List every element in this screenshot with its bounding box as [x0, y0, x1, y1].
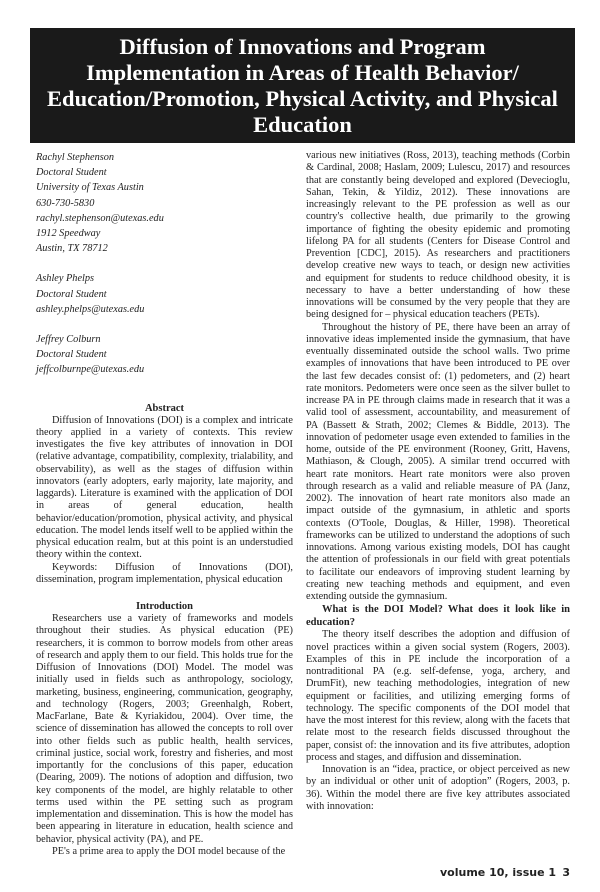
author-role: Doctoral Student	[36, 167, 107, 179]
author-name: Rachyl Stephenson	[36, 152, 115, 163]
intro-paragraph-1: Researchers use a variety of frameworks and models throughout their studies. As physical education (PE) researchers, it is common to borrow models from other areas of research and apply them to our field. This holds true for the Diffusion of Innovations (DOI) Model. The model was initially used in fields such as anthropology, sociology, marketing, business, engineering, communication, geography, and technology (Rogers, 2003; Greenhalgh, Robert, MacFarlane, Bate & Kyriakidou, 2004). Over time, the science of dissemination has allowed the concepts to roll over into other fields such as public health, health services, criminal justice, social work, forestry and fisheries, and most importantly for the conclusions of this paper, education (Dearing, 2009). The notions of adoption and diffusion, two key components of the model, are highly relatable to other terms used within the PE setting such as program implementation and dissemination. This is how the model has been appearing in literature in education, health science and behavior, physical activity (PA), and PE.	[36, 613, 293, 845]
spacer	[36, 393, 293, 402]
intro-paragraph-3: Throughout the history of PE, there have been an array of innovative ideas implemented inside the gymnasium, that have eventually disseminated outside the school walls. Two prime examples of innovations that have been introduced to PE over the last few decades consist of: (1) pedometers, and (2) heart rate monitors. Pedometers were once seen as the silver bullet to increase PA in PE through claims made in research that it was a valid tool of assessment, accountability, and measurement of PA (Bassett & Strath, 2002; Clemes & Biddle, 2013). The innovation of pedometer usage even extended to families in the home, outside of the PE environment (Rooney, Gritt, Havens, Mathiason, & Clough, 2005). A similar trend occurred with heart rate monitors. Heart rate monitors were also proven through research as a valid and reliable measure of PA (Janz, 2002). The innovation of heart rate monitors also made an impact outside of the gymnasium, in athletic and sports contexts (O'Toole, Douglas, & Hiller, 1998). Theoretical frameworks can be utilized to understand the adoptions of such innovations. Among various existing models, DOI has caught the attention of professionals in our field with great potentials to facilitate our endeavors of improving student learning by creating new teaching methods and equipment, and even extending outside the gymnasium.	[306, 321, 570, 602]
paper-title: Diffusion of Innovations and Program Implementation in Areas of Health Behavior/ Education/Promotion, Physical Activity, and Physical Education	[47, 33, 558, 137]
author-3	[36, 332, 293, 378]
columns	[30, 150, 575, 858]
author-affiliation: University of Texas Austin	[36, 182, 144, 194]
doi-paragraph-1: The theory itself describes the adoption and diffusion of novel practices within a given social system (Rogers, 2003). Examples of this in PE include the incorporation of a nontraditional PA (e.g. self-defense, yoga, archery, and DrumFit), new teaching methodologies, integration of new equipment or facilities, and utilizing emerging forms of technology. The specific components of the DOI model that have the most interest for this review, along with the facets that relate most to the research fields discussed throughout the paper, consist of: the innovation and its five attributes, adoption process and stages, and diffusion and dissemination.	[306, 629, 570, 763]
intro-paragraph-2-continued: various new initiatives (Ross, 2013), teaching methods (Corbin & Cardinal, 2008; Haslam, 2009; Lulescu, 2017) and resources that are constantly being developed and explored (Devecioglu, Sahan, Tekin, & Yildiz, 2012). These innovations are increasingly relevant to the PE profession as well as our country's collective health, due primarily to the growing importance of fighting the obesity epidemic and promoting lifelong PA for all students (Centers for Disease Control and Prevention [CDC], 2015). As researchers and practitioners develop creative new ways to teach, or design new activities and equipment for students to reduce childhood obesity, it is necessary to have a better understanding of how these innovations will be consumed by the very people that they are being designed for – physical education teachers (PETs).	[306, 150, 570, 321]
author-city: Austin, TX 78712	[36, 243, 108, 255]
author-role: Doctoral Student	[36, 288, 107, 300]
volume-issue: volume 10, issue 1	[440, 866, 557, 880]
introduction-heading: Introduction	[136, 601, 193, 613]
doi-model-heading: What is the DOI Model? What does it look like in education?	[306, 604, 570, 629]
right-column	[306, 150, 570, 813]
author-2	[36, 271, 293, 317]
abstract-heading: Abstract	[144, 402, 185, 414]
author-email: ashley.phelps@utexas.edu	[36, 303, 145, 315]
intro-paragraph-2: PE's a prime area to apply the DOI model because of the	[52, 845, 286, 857]
author-block	[36, 150, 293, 378]
author-email: rachyl.stephenson@utexas.edu	[36, 212, 164, 224]
abstract-text: Diffusion of Innovations (DOI) is a complex and intricate theory applied in a variety of contexts. This review investigates the five key attributes of innovation in DOI (relative advantage, compatibility, complexity, trialability, and observability), as well as the stages of diffusion within innovators (early adopters, early majority, late majority, and laggards). Literature is examined with the application of DOI in areas of general education, health behavior/education/promotion, physical activity, and physical education. The model lends itself well to be applied within the physical education realm, but at this point is an understudied theory within the context.	[36, 414, 293, 561]
author-1	[36, 150, 293, 256]
author-email: jeffcolburnpe@utexas.edu	[36, 364, 145, 376]
spacer	[36, 586, 293, 600]
author-name: Ashley Phelps	[36, 273, 95, 285]
left-column	[36, 150, 293, 858]
author-address: 1912 Speedway	[36, 228, 101, 240]
title-banner	[30, 28, 575, 143]
author-name: Jeffrey Colburn	[36, 334, 101, 346]
author-phone: 630-730-5830	[36, 197, 95, 209]
keywords: Keywords: Diffusion of Innovations (DOI), dissemination, program implementation, physical education	[36, 561, 293, 585]
author-role: Doctoral Student	[36, 349, 107, 361]
doi-paragraph-2: Innovation is an “idea, practice, or object perceived as new by an individual or other unit of adoption” (Rogers, 2003, p. 36). Within the model there are five key attributes associated with innovation:	[306, 764, 570, 812]
page-number: 3	[562, 866, 570, 880]
page-footer	[440, 866, 570, 880]
